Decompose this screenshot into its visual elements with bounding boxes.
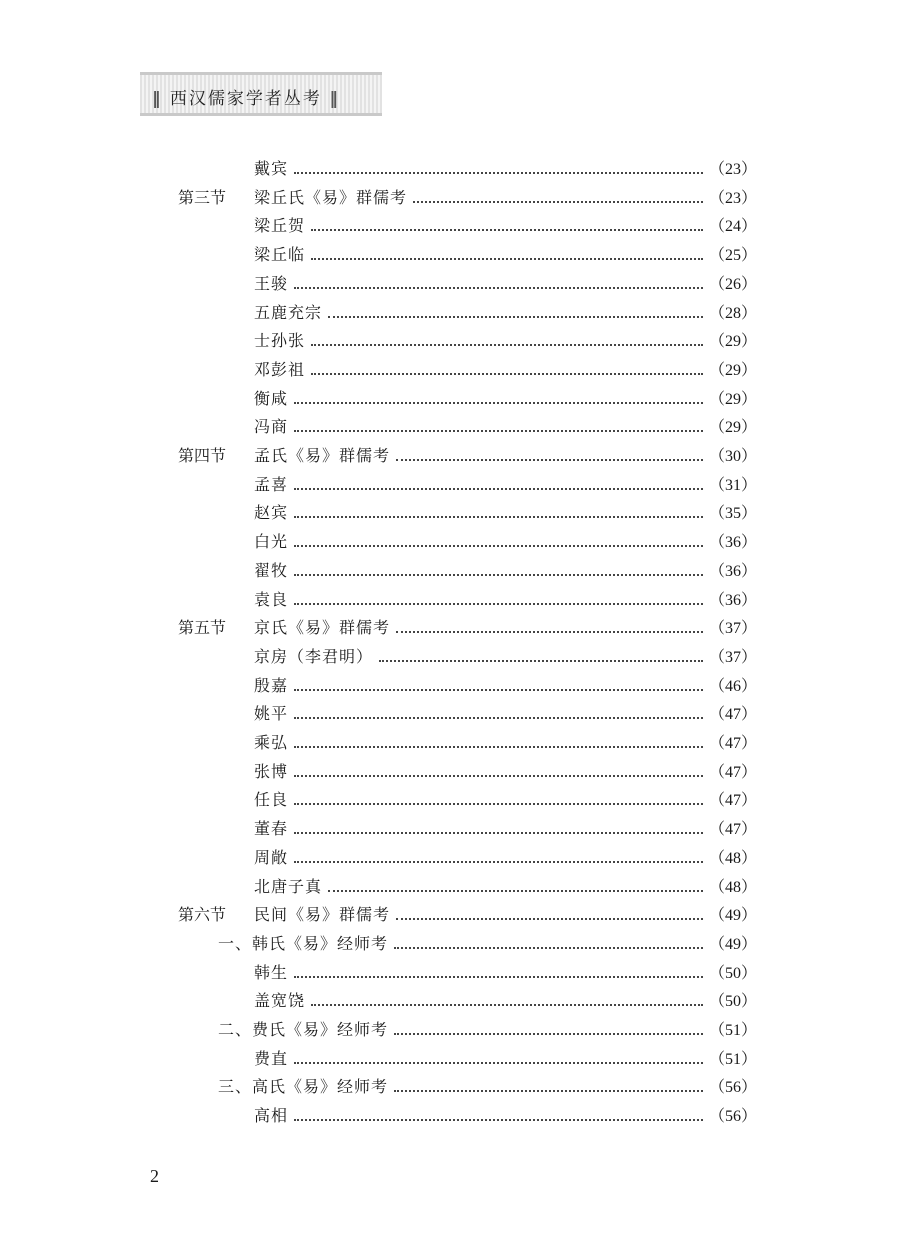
toc-title: 三、高氏《易》经师考 xyxy=(218,1077,389,1097)
toc-page-number: （47） xyxy=(708,792,757,810)
dot-leader xyxy=(294,401,703,404)
toc-page-number: （56） xyxy=(708,1108,757,1126)
toc-title: 任良 xyxy=(254,790,289,810)
toc-page-number: （36） xyxy=(708,562,757,580)
toc-entry-row[interactable] xyxy=(0,155,900,183)
toc-line xyxy=(254,643,757,672)
toc-line xyxy=(254,184,757,213)
toc-section-row[interactable] xyxy=(0,442,900,470)
toc-page-number: （23） xyxy=(708,161,757,178)
toc-page-number: （37） xyxy=(708,648,757,666)
dot-leader xyxy=(294,1118,703,1121)
toc-line xyxy=(254,471,757,500)
toc-page-number: （24） xyxy=(708,218,757,236)
toc-subsection-row[interactable] xyxy=(0,930,900,958)
toc-entry-row[interactable] xyxy=(0,413,900,441)
toc-entry-row[interactable] xyxy=(0,528,900,556)
toc-title: 张博 xyxy=(254,761,289,781)
series-title xyxy=(152,84,340,109)
toc-title: 盖宽饶 xyxy=(254,991,306,1011)
toc-entry-row[interactable] xyxy=(0,844,900,872)
toc-title: 北唐子真 xyxy=(254,876,323,896)
toc-line xyxy=(254,241,757,270)
toc-title: 梁丘贺 xyxy=(254,216,306,236)
toc-title: 周敞 xyxy=(254,847,289,867)
dot-leader xyxy=(294,487,703,490)
running-header xyxy=(140,72,382,116)
toc-line xyxy=(254,672,757,701)
toc-title: 衡咸 xyxy=(254,388,289,408)
toc-line xyxy=(254,557,757,586)
toc-title: 二、费氏《易》经师考 xyxy=(218,1020,389,1039)
toc-title: 王骏 xyxy=(254,273,289,293)
toc-entry-row[interactable] xyxy=(0,959,900,987)
toc-page-number: （23） xyxy=(708,189,757,207)
toc-line xyxy=(254,299,757,328)
dot-leader xyxy=(311,257,703,260)
toc-line xyxy=(254,959,757,988)
toc-line xyxy=(254,700,757,729)
toc-title: 民间《易》群儒考 xyxy=(254,905,391,925)
toc-title: 士孙张 xyxy=(254,331,306,351)
dot-leader xyxy=(413,200,703,203)
toc-entry-row[interactable] xyxy=(0,241,900,269)
page-number: 2 xyxy=(150,1166,159,1186)
toc-line xyxy=(254,212,757,241)
dot-leader xyxy=(311,1003,703,1006)
dot-leader xyxy=(294,688,703,691)
dot-leader xyxy=(311,228,703,231)
toc-line xyxy=(254,385,757,414)
toc-page-number: （46） xyxy=(708,677,757,695)
toc-page-number: （49） xyxy=(708,907,757,925)
toc-line xyxy=(254,987,757,1016)
toc-title: 梁丘氏《易》群儒考 xyxy=(254,187,408,207)
toc-entry-row[interactable] xyxy=(0,987,900,1015)
toc-section-row[interactable] xyxy=(0,184,900,212)
toc-title: 董春 xyxy=(254,819,289,839)
dot-leader xyxy=(294,802,703,805)
toc-line xyxy=(254,528,757,557)
toc-page-number: （49） xyxy=(708,935,757,953)
toc-section-label: 第五节 xyxy=(178,618,227,638)
toc-page-number: （25） xyxy=(708,247,757,265)
toc-page-number: （50） xyxy=(708,993,757,1011)
dot-leader xyxy=(394,1032,703,1035)
toc-page-number: （47） xyxy=(708,706,757,724)
dot-leader xyxy=(328,315,703,318)
toc-entry-row[interactable] xyxy=(0,672,900,700)
dot-leader xyxy=(379,659,703,662)
dot-leader xyxy=(294,286,703,289)
toc-entry-row[interactable] xyxy=(0,786,900,814)
toc-section-row[interactable] xyxy=(0,614,900,642)
toc-line xyxy=(254,786,757,815)
toc-line xyxy=(218,1073,757,1102)
toc-line xyxy=(254,729,757,758)
toc-title: 戴宾 xyxy=(254,159,289,178)
toc-page-number: （47） xyxy=(708,763,757,781)
toc-page-number: （35） xyxy=(708,505,757,523)
toc-section-row[interactable] xyxy=(0,901,900,929)
toc-line xyxy=(254,499,757,528)
toc-section-label: 第四节 xyxy=(178,446,227,465)
toc-page-number: （36） xyxy=(708,534,757,552)
dot-leader xyxy=(294,716,703,719)
header-rule-top xyxy=(140,72,382,75)
toc-line xyxy=(254,844,757,873)
toc-line xyxy=(254,1102,757,1131)
toc-line xyxy=(254,442,757,471)
dot-leader xyxy=(294,774,703,777)
toc-title: 赵宾 xyxy=(254,503,289,523)
toc-line xyxy=(254,901,757,930)
dot-leader xyxy=(294,831,703,834)
toc-title: 袁良 xyxy=(254,589,289,609)
toc-entry-row[interactable] xyxy=(0,1045,900,1073)
toc-entry-row[interactable] xyxy=(0,729,900,757)
toc-entry-row[interactable] xyxy=(0,270,900,298)
toc-entry-row[interactable] xyxy=(0,212,900,240)
toc-entry-row[interactable] xyxy=(0,471,900,499)
toc-subsection-row[interactable] xyxy=(0,1016,900,1044)
dot-leader xyxy=(396,458,703,461)
toc-title: 京氏《易》群儒考 xyxy=(254,618,391,638)
dot-leader xyxy=(294,975,703,978)
toc-page-number: （47） xyxy=(708,735,757,752)
toc-title: 京房（李君明） xyxy=(254,646,374,666)
dot-leader xyxy=(294,1061,703,1064)
header-rule-bottom xyxy=(140,113,382,116)
toc-page-number: （36） xyxy=(708,591,757,609)
toc-page-number: （56） xyxy=(708,1079,757,1097)
toc-page-number: （26） xyxy=(708,275,757,293)
toc-title: 费直 xyxy=(254,1048,289,1068)
toc-line xyxy=(254,614,757,643)
toc-entry-row[interactable] xyxy=(0,586,900,614)
toc-title: 孟喜 xyxy=(254,474,289,494)
toc-section-label: 第三节 xyxy=(178,187,227,207)
toc-line xyxy=(254,327,757,356)
dot-leader xyxy=(294,429,703,432)
dot-leader xyxy=(396,630,703,633)
toc-page-number: （29） xyxy=(708,390,757,408)
toc-entry-row[interactable] xyxy=(0,557,900,585)
header-bracket-right: ‖ xyxy=(329,89,340,109)
toc-page-number: （30） xyxy=(708,448,757,465)
toc-entry-row[interactable] xyxy=(0,815,900,843)
header-bracket-left: ‖ xyxy=(152,89,163,109)
toc-entry-row[interactable] xyxy=(0,1102,900,1130)
dot-leader xyxy=(294,171,703,174)
toc-entry-row[interactable] xyxy=(0,758,900,786)
toc-title: 冯商 xyxy=(254,417,289,437)
toc-title: 高相 xyxy=(254,1106,289,1126)
toc-title: 五鹿充宗 xyxy=(254,302,323,322)
toc-page-number: （51） xyxy=(708,1022,757,1039)
toc-entry-row[interactable] xyxy=(0,385,900,413)
toc-page-number: （51） xyxy=(708,1050,757,1068)
toc-page-number: （48） xyxy=(708,878,757,896)
toc-entry-row[interactable] xyxy=(0,356,900,384)
dot-leader xyxy=(311,343,703,346)
toc-line xyxy=(218,1016,757,1045)
toc-section-label: 第六节 xyxy=(178,905,227,925)
toc-page-number: （29） xyxy=(708,333,757,351)
toc-page-number: （31） xyxy=(708,476,757,494)
toc-line xyxy=(254,1045,757,1074)
toc-line xyxy=(254,815,757,844)
toc-entry-row[interactable] xyxy=(0,700,900,728)
dot-leader xyxy=(328,889,703,892)
dot-leader xyxy=(294,602,703,605)
toc-line xyxy=(254,155,757,184)
toc-title: 姚平 xyxy=(254,704,289,724)
dot-leader xyxy=(294,745,703,748)
toc-entry-row[interactable] xyxy=(0,499,900,527)
toc-title: 白光 xyxy=(254,532,289,552)
dot-leader xyxy=(294,860,703,863)
toc-title: 翟牧 xyxy=(254,560,289,580)
toc-title: 韩生 xyxy=(254,962,289,982)
toc-line xyxy=(254,758,757,787)
toc-page-number: （47） xyxy=(708,821,757,839)
dot-leader xyxy=(394,946,703,949)
toc-line xyxy=(254,356,757,385)
toc-line xyxy=(254,413,757,442)
dot-leader xyxy=(294,573,703,576)
toc-page-number: （29） xyxy=(708,419,757,437)
toc-title: 邓彭祖 xyxy=(254,359,306,379)
toc-title: 孟氏《易》群儒考 xyxy=(254,446,391,465)
toc-title: 乘弘 xyxy=(254,733,289,752)
toc-entry-row[interactable] xyxy=(0,643,900,671)
toc-entry-row[interactable] xyxy=(0,873,900,901)
dot-leader xyxy=(394,1089,703,1092)
dot-leader xyxy=(294,515,703,518)
toc-title: 梁丘临 xyxy=(254,245,306,265)
toc-entry-row[interactable] xyxy=(0,299,900,327)
toc-line xyxy=(218,930,757,959)
toc-line xyxy=(254,586,757,615)
dot-leader xyxy=(396,917,703,920)
toc-entry-row[interactable] xyxy=(0,327,900,355)
toc-page-number: （29） xyxy=(708,361,757,379)
series-title-text: 西汉儒家学者丛考 xyxy=(169,89,322,109)
toc-page-number: （48） xyxy=(708,849,757,867)
toc-title: 一、韩氏《易》经师考 xyxy=(218,933,389,953)
dot-leader xyxy=(294,544,703,547)
toc-line xyxy=(254,873,757,902)
toc-page-number: （37） xyxy=(708,620,757,638)
toc-subsection-row[interactable] xyxy=(0,1073,900,1101)
dot-leader xyxy=(311,372,703,375)
toc-page-number: （28） xyxy=(708,304,757,322)
toc-page-number: （50） xyxy=(708,964,757,982)
toc-line xyxy=(254,270,757,299)
toc-title: 殷嘉 xyxy=(254,675,289,695)
